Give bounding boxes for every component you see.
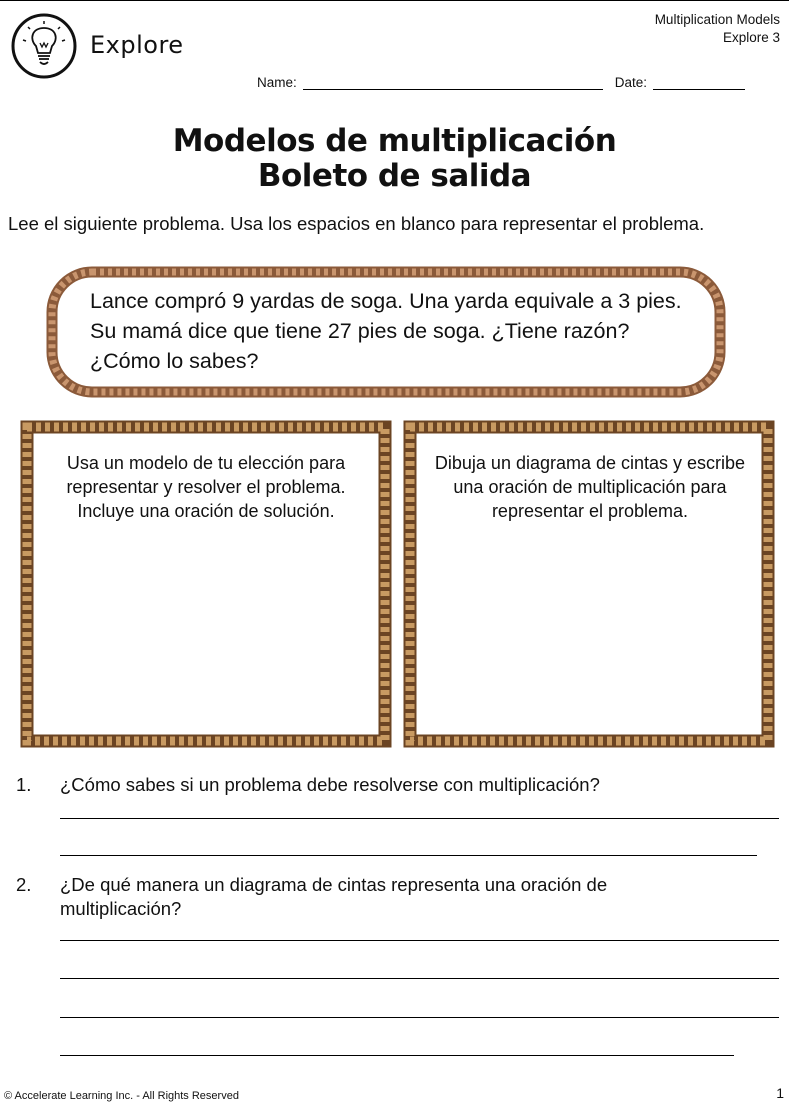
right-answer-area[interactable] (416, 560, 762, 733)
question-text: ¿Cómo sabes si un problema debe resolverse con multiplicación? (60, 774, 600, 795)
answer-line[interactable] (60, 1017, 779, 1018)
answer-line[interactable] (60, 1055, 734, 1056)
name-date-row (257, 75, 745, 90)
doc-subtitle: Explore 3 (722, 30, 780, 45)
date-label: Date: (614, 75, 648, 90)
page-number: 1 (776, 1085, 784, 1101)
date-field[interactable] (653, 76, 745, 90)
left-box-prompt: Usa un modelo de tu elección para representar y resolver el problema. Incluye una oración de solución. (66, 453, 346, 521)
answer-line[interactable] (60, 978, 779, 979)
question-1 (0, 773, 789, 803)
title-line-1: Modelos de multiplicación (172, 123, 617, 159)
left-answer-area[interactable] (33, 535, 379, 733)
right-box-prompt: Dibuja un diagrama de cintas y escribe una oración de multiplicación para representar el problema. (434, 453, 746, 521)
lightbulb-icon (11, 13, 77, 79)
top-rule (0, 0, 789, 1)
answer-line[interactable] (60, 855, 757, 856)
page-title (0, 124, 789, 194)
problem-text: Lance compró 9 yardas de soga. Una yarda equivale a 3 pies. Su mamá dice que tiene 27 pies de soga. ¿Tiene razón? ¿Cómo lo sabes? (90, 289, 682, 373)
question-text: ¿De qué manera un diagrama de cintas representa una oración de multiplicación? (60, 874, 608, 919)
answer-line[interactable] (60, 818, 779, 819)
instructions: Lee el siguiente problema. Usa los espacios en blanco para representar el problema. (8, 213, 705, 234)
doc-header (655, 11, 780, 47)
doc-title: Multiplication Models (654, 12, 780, 27)
title-line-2: Boleto de salida (257, 158, 532, 194)
question-2 (0, 873, 789, 923)
copyright: © Accelerate Learning Inc. - All Rights Reserved (4, 1090, 239, 1102)
question-number: 1. (16, 774, 32, 795)
answer-line[interactable] (60, 940, 779, 941)
question-number: 2. (16, 874, 32, 895)
section-label: Explore (90, 31, 184, 59)
name-label: Name: (257, 75, 297, 90)
name-field[interactable] (303, 76, 603, 90)
